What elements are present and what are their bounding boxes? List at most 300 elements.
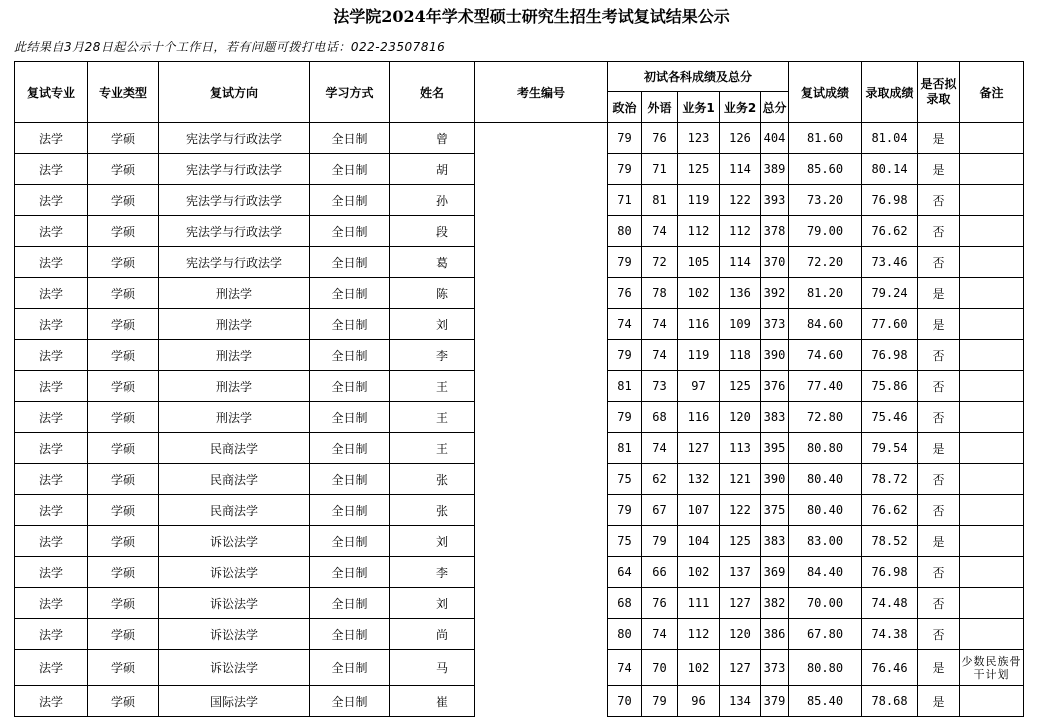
cell-subject1: 102: [678, 278, 720, 309]
cell-type: 学硕: [88, 464, 159, 495]
cell-retest: 80.80: [789, 650, 862, 686]
header-prelim-group: 初试各科成绩及总分: [608, 62, 789, 92]
cell-remark: 少数民族骨干计划: [960, 650, 1024, 686]
cell-subject1: 116: [678, 309, 720, 340]
cell-remark: [960, 216, 1024, 247]
cell-mode: 全日制: [310, 619, 390, 650]
cell-major: 法学: [15, 371, 88, 402]
cell-remark: [960, 686, 1024, 717]
cell-major: 法学: [15, 619, 88, 650]
cell-name: 李: [390, 340, 475, 371]
cell-admission: 76.98: [862, 185, 918, 216]
cell-subject2: 126: [720, 123, 761, 154]
cell-type: 学硕: [88, 588, 159, 619]
cell-type: 学硕: [88, 340, 159, 371]
table-row: [15, 686, 1024, 717]
cell-exam-id: [475, 154, 608, 185]
cell-admission: 78.68: [862, 686, 918, 717]
cell-language: 79: [642, 526, 678, 557]
header-subject1: 业务1: [678, 92, 720, 123]
cell-admit: 是: [918, 650, 960, 686]
cell-name: 张: [390, 495, 475, 526]
cell-language: 74: [642, 216, 678, 247]
cell-major: 法学: [15, 650, 88, 686]
cell-type: 学硕: [88, 433, 159, 464]
cell-language: 71: [642, 154, 678, 185]
cell-total: 389: [761, 154, 789, 185]
cell-politics: 64: [608, 557, 642, 588]
cell-subject1: 116: [678, 402, 720, 433]
cell-exam-id: [475, 309, 608, 340]
cell-mode: 全日制: [310, 495, 390, 526]
cell-remark: [960, 185, 1024, 216]
cell-admit: 否: [918, 247, 960, 278]
cell-subject1: 127: [678, 433, 720, 464]
header-type: 专业类型: [88, 62, 159, 123]
cell-remark: [960, 433, 1024, 464]
cell-subject2: 114: [720, 154, 761, 185]
cell-major: 法学: [15, 340, 88, 371]
cell-direction: 诉讼法学: [159, 619, 310, 650]
header-major: 复试专业: [15, 62, 88, 123]
cell-politics: 81: [608, 371, 642, 402]
header-admit: 是否拟录取: [918, 62, 960, 123]
cell-name: 曾: [390, 123, 475, 154]
header-retest: 复试成绩: [789, 62, 862, 123]
cell-exam-id: [475, 340, 608, 371]
cell-direction: 诉讼法学: [159, 650, 310, 686]
cell-admit: 是: [918, 433, 960, 464]
cell-admission: 76.46: [862, 650, 918, 686]
cell-politics: 74: [608, 650, 642, 686]
cell-subject1: 107: [678, 495, 720, 526]
cell-retest: 81.20: [789, 278, 862, 309]
table-row: [15, 650, 1024, 686]
cell-total: 386: [761, 619, 789, 650]
cell-exam-id: [475, 402, 608, 433]
cell-politics: 74: [608, 309, 642, 340]
cell-retest: 84.60: [789, 309, 862, 340]
cell-retest: 67.80: [789, 619, 862, 650]
cell-direction: 诉讼法学: [159, 557, 310, 588]
table-row: [15, 526, 1024, 557]
table-row: [15, 402, 1024, 433]
cell-exam-id: [475, 464, 608, 495]
cell-type: 学硕: [88, 247, 159, 278]
cell-subject2: 121: [720, 464, 761, 495]
cell-admission: 74.38: [862, 619, 918, 650]
cell-language: 62: [642, 464, 678, 495]
cell-subject2: 113: [720, 433, 761, 464]
cell-language: 67: [642, 495, 678, 526]
cell-direction: 民商法学: [159, 464, 310, 495]
cell-remark: [960, 309, 1024, 340]
cell-retest: 72.80: [789, 402, 862, 433]
cell-major: 法学: [15, 309, 88, 340]
cell-direction: 宪法学与行政法学: [159, 247, 310, 278]
cell-direction: 诉讼法学: [159, 526, 310, 557]
cell-type: 学硕: [88, 650, 159, 686]
table-row: [15, 495, 1024, 526]
cell-politics: 76: [608, 278, 642, 309]
cell-retest: 73.20: [789, 185, 862, 216]
cell-retest: 80.40: [789, 495, 862, 526]
cell-admission: 76.62: [862, 495, 918, 526]
cell-total: 373: [761, 650, 789, 686]
cell-mode: 全日制: [310, 154, 390, 185]
cell-remark: [960, 495, 1024, 526]
cell-name: 段: [390, 216, 475, 247]
cell-language: 73: [642, 371, 678, 402]
cell-politics: 81: [608, 433, 642, 464]
cell-remark: [960, 371, 1024, 402]
cell-name: 葛: [390, 247, 475, 278]
table-row: [15, 154, 1024, 185]
cell-direction: 刑法学: [159, 402, 310, 433]
cell-politics: 79: [608, 123, 642, 154]
cell-remark: [960, 526, 1024, 557]
cell-total: 392: [761, 278, 789, 309]
cell-retest: 85.40: [789, 686, 862, 717]
cell-exam-id: [475, 185, 608, 216]
cell-admission: 79.54: [862, 433, 918, 464]
cell-subject2: 136: [720, 278, 761, 309]
cell-mode: 全日制: [310, 464, 390, 495]
cell-subject1: 104: [678, 526, 720, 557]
cell-mode: 全日制: [310, 650, 390, 686]
cell-major: 法学: [15, 154, 88, 185]
cell-direction: 宪法学与行政法学: [159, 216, 310, 247]
cell-major: 法学: [15, 123, 88, 154]
table-row: [15, 371, 1024, 402]
cell-admission: 73.46: [862, 247, 918, 278]
table-row: [15, 309, 1024, 340]
cell-language: 78: [642, 278, 678, 309]
cell-exam-id: [475, 495, 608, 526]
cell-direction: 国际法学: [159, 686, 310, 717]
cell-total: 376: [761, 371, 789, 402]
cell-subject2: 122: [720, 495, 761, 526]
cell-name: 陈: [390, 278, 475, 309]
cell-total: 404: [761, 123, 789, 154]
cell-direction: 宪法学与行政法学: [159, 123, 310, 154]
cell-major: 法学: [15, 216, 88, 247]
cell-major: 法学: [15, 495, 88, 526]
header-subject2: 业务2: [720, 92, 761, 123]
cell-admission: 79.24: [862, 278, 918, 309]
cell-total: 383: [761, 402, 789, 433]
cell-remark: [960, 588, 1024, 619]
cell-name: 胡: [390, 154, 475, 185]
cell-major: 法学: [15, 433, 88, 464]
cell-retest: 81.60: [789, 123, 862, 154]
cell-politics: 70: [608, 686, 642, 717]
cell-type: 学硕: [88, 686, 159, 717]
cell-admission: 74.48: [862, 588, 918, 619]
cell-admit: 是: [918, 686, 960, 717]
cell-admit: 否: [918, 216, 960, 247]
cell-direction: 刑法学: [159, 309, 310, 340]
cell-remark: [960, 557, 1024, 588]
table-row: [15, 557, 1024, 588]
cell-mode: 全日制: [310, 433, 390, 464]
cell-mode: 全日制: [310, 588, 390, 619]
cell-exam-id: [475, 371, 608, 402]
cell-politics: 79: [608, 247, 642, 278]
cell-language: 74: [642, 309, 678, 340]
cell-name: 崔: [390, 686, 475, 717]
cell-type: 学硕: [88, 619, 159, 650]
page-title: 法学院2024年学术型硕士研究生招生考试复试结果公示: [333, 7, 730, 26]
cell-remark: [960, 402, 1024, 433]
cell-subject1: 119: [678, 340, 720, 371]
cell-language: 66: [642, 557, 678, 588]
cell-exam-id: [475, 686, 608, 717]
cell-admission: 76.62: [862, 216, 918, 247]
cell-direction: 宪法学与行政法学: [159, 185, 310, 216]
cell-politics: 80: [608, 216, 642, 247]
table-row: [15, 123, 1024, 154]
table-row: [15, 619, 1024, 650]
header-remark: 备注: [960, 62, 1024, 123]
cell-subject2: 112: [720, 216, 761, 247]
cell-admit: 否: [918, 588, 960, 619]
cell-total: 390: [761, 340, 789, 371]
table-row: [15, 433, 1024, 464]
cell-total: 390: [761, 464, 789, 495]
cell-remark: [960, 278, 1024, 309]
cell-total: 373: [761, 309, 789, 340]
cell-direction: 刑法学: [159, 278, 310, 309]
cell-admit: 否: [918, 371, 960, 402]
cell-subject2: 122: [720, 185, 761, 216]
notice-text: 此结果自3月28日起公示十个工作日，若有问题可拨打电话：022-23507816: [14, 40, 446, 54]
cell-name: 王: [390, 371, 475, 402]
cell-admit: 否: [918, 495, 960, 526]
table-row: [15, 464, 1024, 495]
cell-mode: 全日制: [310, 686, 390, 717]
cell-type: 学硕: [88, 154, 159, 185]
cell-admit: 否: [918, 185, 960, 216]
cell-major: 法学: [15, 247, 88, 278]
cell-name: 张: [390, 464, 475, 495]
cell-subject2: 114: [720, 247, 761, 278]
header-direction: 复试方向: [159, 62, 310, 123]
cell-mode: 全日制: [310, 402, 390, 433]
cell-remark: [960, 619, 1024, 650]
cell-exam-id: [475, 619, 608, 650]
cell-name: 刘: [390, 309, 475, 340]
cell-admission: 81.04: [862, 123, 918, 154]
cell-admission: 75.86: [862, 371, 918, 402]
header-language: 外语: [642, 92, 678, 123]
cell-subject2: 137: [720, 557, 761, 588]
cell-language: 74: [642, 619, 678, 650]
cell-subject2: 120: [720, 619, 761, 650]
cell-language: 81: [642, 185, 678, 216]
cell-retest: 74.60: [789, 340, 862, 371]
cell-exam-id: [475, 247, 608, 278]
cell-type: 学硕: [88, 557, 159, 588]
cell-subject2: 109: [720, 309, 761, 340]
cell-name: 马: [390, 650, 475, 686]
cell-type: 学硕: [88, 309, 159, 340]
cell-remark: [960, 247, 1024, 278]
cell-politics: 75: [608, 526, 642, 557]
table-row: [15, 340, 1024, 371]
cell-type: 学硕: [88, 185, 159, 216]
cell-subject1: 102: [678, 650, 720, 686]
cell-subject1: 112: [678, 619, 720, 650]
cell-retest: 77.40: [789, 371, 862, 402]
cell-admission: 75.46: [862, 402, 918, 433]
cell-subject1: 111: [678, 588, 720, 619]
cell-name: 刘: [390, 588, 475, 619]
cell-language: 76: [642, 588, 678, 619]
cell-admit: 否: [918, 464, 960, 495]
cell-language: 72: [642, 247, 678, 278]
cell-exam-id: [475, 278, 608, 309]
cell-admission: 78.72: [862, 464, 918, 495]
cell-major: 法学: [15, 588, 88, 619]
table-row: [15, 278, 1024, 309]
cell-politics: 79: [608, 495, 642, 526]
cell-admit: 否: [918, 340, 960, 371]
cell-total: 369: [761, 557, 789, 588]
cell-name: 孙: [390, 185, 475, 216]
cell-subject2: 127: [720, 650, 761, 686]
cell-mode: 全日制: [310, 309, 390, 340]
table-row: [15, 185, 1024, 216]
cell-subject1: 97: [678, 371, 720, 402]
cell-total: 393: [761, 185, 789, 216]
cell-total: 379: [761, 686, 789, 717]
results-table: [14, 61, 1024, 717]
cell-mode: 全日制: [310, 526, 390, 557]
cell-total: 382: [761, 588, 789, 619]
cell-total: 370: [761, 247, 789, 278]
table-row: [15, 247, 1024, 278]
cell-type: 学硕: [88, 123, 159, 154]
cell-politics: 79: [608, 402, 642, 433]
cell-major: 法学: [15, 185, 88, 216]
cell-admit: 是: [918, 154, 960, 185]
cell-mode: 全日制: [310, 185, 390, 216]
cell-direction: 诉讼法学: [159, 588, 310, 619]
cell-subject1: 112: [678, 216, 720, 247]
header-admission: 录取成绩: [862, 62, 918, 123]
cell-language: 74: [642, 433, 678, 464]
cell-subject2: 120: [720, 402, 761, 433]
cell-admission: 76.98: [862, 557, 918, 588]
cell-subject1: 132: [678, 464, 720, 495]
cell-type: 学硕: [88, 216, 159, 247]
cell-exam-id: [475, 123, 608, 154]
cell-politics: 75: [608, 464, 642, 495]
cell-direction: 宪法学与行政法学: [159, 154, 310, 185]
cell-direction: 民商法学: [159, 433, 310, 464]
cell-mode: 全日制: [310, 340, 390, 371]
cell-subject1: 119: [678, 185, 720, 216]
cell-major: 法学: [15, 557, 88, 588]
header-total: 总分: [761, 92, 789, 123]
cell-politics: 68: [608, 588, 642, 619]
cell-language: 79: [642, 686, 678, 717]
cell-language: 70: [642, 650, 678, 686]
cell-exam-id: [475, 526, 608, 557]
cell-subject2: 134: [720, 686, 761, 717]
cell-subject2: 127: [720, 588, 761, 619]
header-politics: 政治: [608, 92, 642, 123]
header-exam-id: 考生编号: [475, 62, 608, 123]
cell-politics: 79: [608, 340, 642, 371]
cell-remark: [960, 123, 1024, 154]
cell-major: 法学: [15, 526, 88, 557]
cell-type: 学硕: [88, 526, 159, 557]
cell-retest: 72.20: [789, 247, 862, 278]
cell-retest: 85.60: [789, 154, 862, 185]
header-name: 姓名: [390, 62, 475, 123]
cell-language: 74: [642, 340, 678, 371]
cell-exam-id: [475, 216, 608, 247]
cell-major: 法学: [15, 278, 88, 309]
table-row: [15, 216, 1024, 247]
cell-major: 法学: [15, 464, 88, 495]
cell-subject2: 125: [720, 526, 761, 557]
cell-subject2: 125: [720, 371, 761, 402]
cell-direction: 刑法学: [159, 371, 310, 402]
cell-exam-id: [475, 557, 608, 588]
cell-major: 法学: [15, 686, 88, 717]
cell-mode: 全日制: [310, 371, 390, 402]
cell-retest: 80.40: [789, 464, 862, 495]
cell-admission: 78.52: [862, 526, 918, 557]
cell-language: 76: [642, 123, 678, 154]
cell-type: 学硕: [88, 371, 159, 402]
cell-politics: 71: [608, 185, 642, 216]
cell-name: 刘: [390, 526, 475, 557]
cell-retest: 79.00: [789, 216, 862, 247]
table-row: [15, 588, 1024, 619]
cell-type: 学硕: [88, 495, 159, 526]
cell-language: 68: [642, 402, 678, 433]
cell-total: 375: [761, 495, 789, 526]
cell-admission: 80.14: [862, 154, 918, 185]
cell-remark: [960, 154, 1024, 185]
cell-retest: 80.80: [789, 433, 862, 464]
cell-total: 378: [761, 216, 789, 247]
cell-admit: 否: [918, 402, 960, 433]
cell-name: 王: [390, 433, 475, 464]
cell-admission: 76.98: [862, 340, 918, 371]
cell-admit: 否: [918, 619, 960, 650]
cell-exam-id: [475, 433, 608, 464]
cell-mode: 全日制: [310, 216, 390, 247]
cell-admit: 是: [918, 123, 960, 154]
cell-exam-id: [475, 650, 608, 686]
cell-subject2: 118: [720, 340, 761, 371]
cell-mode: 全日制: [310, 557, 390, 588]
cell-direction: 刑法学: [159, 340, 310, 371]
cell-admit: 是: [918, 278, 960, 309]
cell-exam-id: [475, 588, 608, 619]
cell-total: 383: [761, 526, 789, 557]
cell-direction: 民商法学: [159, 495, 310, 526]
cell-mode: 全日制: [310, 278, 390, 309]
cell-type: 学硕: [88, 402, 159, 433]
cell-retest: 84.40: [789, 557, 862, 588]
cell-subject1: 102: [678, 557, 720, 588]
